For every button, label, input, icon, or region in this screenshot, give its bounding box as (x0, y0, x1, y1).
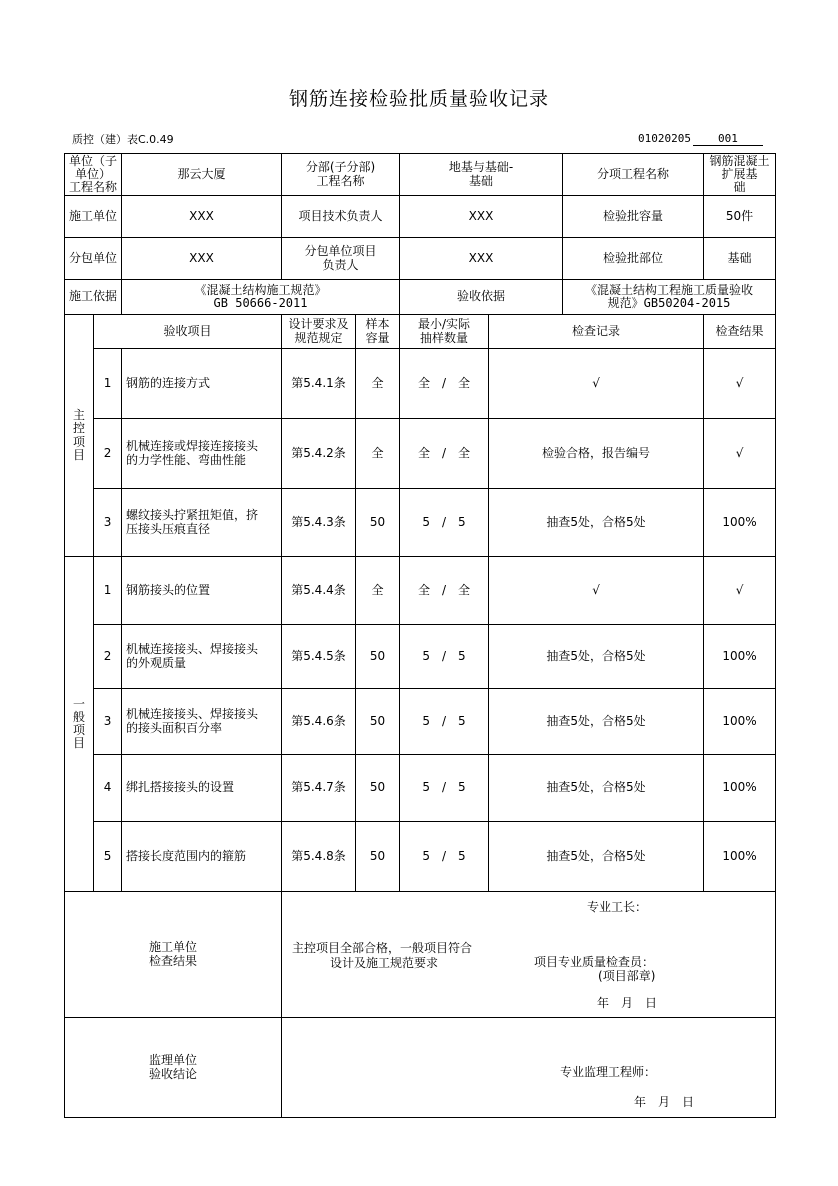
subitem-value: 钢筋混凝土扩展基 础 (704, 154, 776, 196)
item-result: √ (704, 419, 776, 489)
record-table (64, 153, 776, 1118)
item-result: √ (704, 557, 776, 625)
item-number: 2 (94, 625, 122, 689)
basis-value: 《混凝土结构施工规范》 GB 50666-2011 (122, 280, 400, 315)
subcontractor-value: XXX (122, 238, 282, 280)
unit-value: 那云大厦 (122, 154, 282, 196)
supervision-row (65, 1018, 776, 1118)
form-code (638, 132, 763, 146)
item-number: 4 (94, 755, 122, 822)
item-name: 机械连接接头、焊接接头 的接头面积百分率 (122, 689, 282, 755)
item-number: 5 (94, 822, 122, 892)
item-clause: 第5.4.5条 (282, 625, 356, 689)
tech-lead-value: XXX (400, 196, 563, 238)
batch-location-value: 基础 (704, 238, 776, 280)
document-title: 钢筋连接检验批质量验收记录 (288, 88, 549, 110)
sub-manager-value: XXX (400, 238, 563, 280)
item-name: 钢筋接头的位置 (122, 557, 282, 625)
col-header-record: 检查记录 (489, 315, 704, 349)
division-value: 地基与基础- 基础 (400, 154, 563, 196)
item-sample: 全 (356, 419, 400, 489)
column-header-row (65, 315, 776, 349)
item-number: 1 (94, 349, 122, 419)
item-sample: 50 (356, 489, 400, 557)
item-clause: 第5.4.1条 (282, 349, 356, 419)
item-min-actual: 5 / 5 (400, 489, 489, 557)
item-min-actual: 全 / 全 (400, 349, 489, 419)
item-result: 100% (704, 822, 776, 892)
table-row (65, 419, 776, 489)
form-id: 质控（建）表C.0.49 (72, 133, 174, 146)
item-record: √ (489, 557, 704, 625)
batch-location-label: 检验批部位 (563, 238, 704, 280)
inspection-content (282, 892, 776, 1018)
item-number: 3 (94, 689, 122, 755)
item-sample: 50 (356, 689, 400, 755)
item-name: 钢筋的连接方式 (122, 349, 282, 419)
item-clause: 第5.4.3条 (282, 489, 356, 557)
division-label: 分部(子分部) 工程名称 (282, 154, 400, 196)
acceptance-basis-label: 验收依据 (400, 280, 563, 315)
inspection-date: 年 月 日 (597, 995, 658, 1010)
table-row (65, 625, 776, 689)
item-min-actual: 5 / 5 (400, 822, 489, 892)
inspection-conclusion: 主控项目全部合格，一般项目符合 设计及施工规范要求 (292, 940, 473, 970)
supervision-engineer-signature: 专业监理工程师： (560, 1064, 657, 1079)
item-clause: 第5.4.6条 (282, 689, 356, 755)
subitem-label: 分项工程名称 (563, 154, 704, 196)
item-record: 抽查5处，合格5处 (489, 489, 704, 557)
item-number: 3 (94, 489, 122, 557)
table-row (65, 755, 776, 822)
item-name: 绑扎搭接接头的设置 (122, 755, 282, 822)
sub-manager-label: 分包单位项目 负责人 (282, 238, 400, 280)
item-min-actual: 全 / 全 (400, 419, 489, 489)
col-header-design: 设计要求及 规范规定 (282, 315, 356, 349)
form-code-sequence: 001 (693, 132, 763, 146)
batch-capacity-label: 检验批容量 (563, 196, 704, 238)
item-min-actual: 5 / 5 (400, 625, 489, 689)
col-header-min: 最小/实际 抽样数量 (400, 315, 489, 349)
item-name: 螺纹接头拧紧扭矩值，挤 压接头压痕直径 (122, 489, 282, 557)
contractor-label: 施工单位 (65, 196, 122, 238)
item-clause: 第5.4.7条 (282, 755, 356, 822)
main-control-section-label: 主 控 项 目 (65, 315, 94, 557)
item-min-actual: 全 / 全 (400, 557, 489, 625)
contractor-value: XXX (122, 196, 282, 238)
item-record: 抽查5处，合格5处 (489, 822, 704, 892)
item-clause: 第5.4.2条 (282, 419, 356, 489)
form-code-number: 01020205 (638, 132, 691, 145)
acceptance-basis-value: 《混凝土结构工程施工质量验收 规范》GB50204-2015 (563, 280, 776, 315)
inspection-row (65, 892, 776, 1018)
header-row-basis (65, 280, 776, 315)
table-row (65, 489, 776, 557)
item-record: √ (489, 349, 704, 419)
item-result: 100% (704, 755, 776, 822)
item-sample: 50 (356, 625, 400, 689)
table-row (65, 557, 776, 625)
item-record: 抽查5处，合格5处 (489, 755, 704, 822)
subcontractor-label: 分包单位 (65, 238, 122, 280)
item-name: 机械连接或焊接连接接头 的力学性能、弯曲性能 (122, 419, 282, 489)
col-header-result: 检查结果 (704, 315, 776, 349)
item-min-actual: 5 / 5 (400, 755, 489, 822)
header-row-project (65, 154, 776, 196)
header-row-subcontractor (65, 238, 776, 280)
item-record: 检验合格，报告编号 (489, 419, 704, 489)
item-number: 2 (94, 419, 122, 489)
table-row (65, 822, 776, 892)
table-row (65, 349, 776, 419)
item-sample: 50 (356, 822, 400, 892)
quality-inspector-signature: 项目专业质量检查员： (项目部章) (534, 954, 656, 983)
inspection-label: 施工单位 检查结果 (65, 892, 282, 1018)
item-name: 搭接长度范围内的箍筋 (122, 822, 282, 892)
item-result: 100% (704, 625, 776, 689)
item-number: 1 (94, 557, 122, 625)
col-header-sample: 样本 容量 (356, 315, 400, 349)
header-row-contractor (65, 196, 776, 238)
col-header-item: 验收项目 (94, 315, 282, 349)
item-result: 100% (704, 689, 776, 755)
item-sample: 全 (356, 349, 400, 419)
item-min-actual: 5 / 5 (400, 689, 489, 755)
item-clause: 第5.4.4条 (282, 557, 356, 625)
item-name: 机械连接接头、焊接接头 的外观质量 (122, 625, 282, 689)
table-row (65, 689, 776, 755)
tech-lead-label: 项目技术负责人 (282, 196, 400, 238)
supervision-label: 监理单位 验收结论 (65, 1018, 282, 1118)
item-clause: 第5.4.8条 (282, 822, 356, 892)
basis-label: 施工依据 (65, 280, 122, 315)
supervision-date: 年 月 日 (634, 1094, 695, 1109)
general-section-label: 一 般 项 目 (65, 557, 94, 892)
batch-capacity-value: 50件 (704, 196, 776, 238)
item-record: 抽查5处，合格5处 (489, 625, 704, 689)
supervision-content (282, 1018, 776, 1118)
item-sample: 50 (356, 755, 400, 822)
foreman-signature: 专业工长： (587, 899, 648, 914)
item-sample: 全 (356, 557, 400, 625)
item-record: 抽查5处，合格5处 (489, 689, 704, 755)
item-result: 100% (704, 489, 776, 557)
item-result: √ (704, 349, 776, 419)
unit-label: 单位（子单位） 工程名称 (65, 154, 122, 196)
